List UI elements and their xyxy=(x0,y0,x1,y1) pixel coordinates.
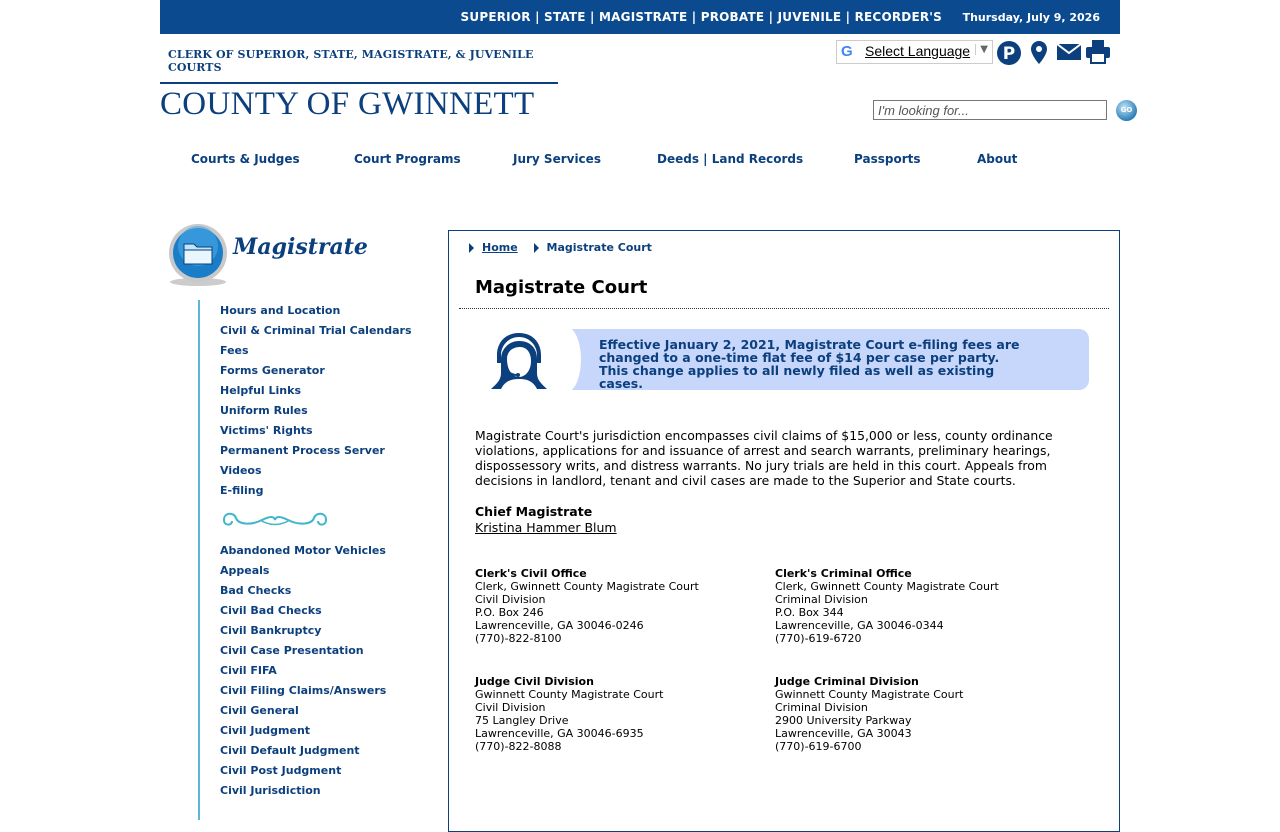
chief-magistrate-label: Chief Magistrate xyxy=(475,504,593,519)
office-judge-criminal xyxy=(775,675,963,753)
sidebar-item-civil-general[interactable]: Civil General xyxy=(220,704,299,717)
court-link-superior[interactable]: SUPERIOR xyxy=(460,10,531,24)
sidebar-item-civil-fifa[interactable]: Civil FIFA xyxy=(220,664,277,677)
office-line: Gwinnett County Magistrate Court xyxy=(775,688,964,701)
office-line: Lawrenceville, GA 30046-6935 xyxy=(475,727,644,740)
nav-deeds-land-records[interactable]: Deeds | Land Records xyxy=(657,152,804,166)
office-line: Criminal Division xyxy=(775,593,868,606)
office-line: Lawrenceville, GA 30043 xyxy=(775,727,912,740)
sidebar-item-forms-generator[interactable]: Forms Generator xyxy=(220,364,325,377)
top-bar xyxy=(160,0,1120,34)
jurisdiction-paragraph: Magistrate Court's jurisdiction encompasses civil claims of $15,000 or less, county ordinance violations, applications for and issuance of arrest and search warrants, preliminary hearings, dispossessory writs, and distress warrants. No jury trials are held in this court. Appeals from decisions in landlord, tenant and civil cases are made to the Superior and State courts. xyxy=(475,428,1053,488)
e-filing-notice xyxy=(563,329,1089,390)
sidebar-item-trial-calendars[interactable]: Civil & Criminal Trial Calendars xyxy=(220,324,412,337)
breadcrumb-home[interactable]: Home xyxy=(482,241,518,254)
sidebar-item-civil-bad-checks[interactable]: Civil Bad Checks xyxy=(220,604,322,617)
office-line: Lawrenceville, GA 30046-0344 xyxy=(775,619,944,632)
breadcrumb-arrow-icon xyxy=(534,243,539,253)
court-links: SUPERIOR | STATE | MAGISTRATE | PROBATE | JUVENILE | RECORDER'S xyxy=(460,10,942,24)
parking-icon[interactable] xyxy=(996,40,1022,66)
sidebar-item-victims-rights[interactable]: Victims' Rights xyxy=(220,424,313,437)
office-line: Clerk, Gwinnett County Magistrate Court xyxy=(475,580,699,593)
page-title: Magistrate Court xyxy=(475,277,648,298)
chief-magistrate-link[interactable]: Kristina Hammer Blum xyxy=(475,520,617,535)
office-title: Clerk's Civil Office xyxy=(475,567,587,580)
location-pin-icon[interactable] xyxy=(1030,40,1048,66)
search-input[interactable]: I'm looking for... xyxy=(873,100,1107,120)
breadcrumb-current: Magistrate Court xyxy=(546,241,652,254)
sidebar-item-civil-default-judgment[interactable]: Civil Default Judgment xyxy=(220,744,360,757)
court-link-juvenile[interactable]: JUVENILE xyxy=(777,10,842,24)
office-line: Criminal Division xyxy=(775,701,868,714)
breadcrumb-arrow-icon xyxy=(469,243,474,253)
sidebar-item-uniform-rules[interactable]: Uniform Rules xyxy=(220,404,308,417)
office-phone: (770)-822-8100 xyxy=(475,632,562,645)
svg-text:P: P xyxy=(1002,44,1016,64)
sidebar-title: Magistrate xyxy=(233,234,368,260)
sidebar-item-videos[interactable]: Videos xyxy=(220,464,262,477)
sidebar-item-process-server[interactable]: Permanent Process Server xyxy=(220,444,385,457)
office-judge-civil xyxy=(475,675,663,753)
office-line: Lawrenceville, GA 30046-0246 xyxy=(475,619,644,632)
sidebar-item-helpful-links[interactable]: Helpful Links xyxy=(220,384,302,397)
sidebar-item-civil-filing-claims[interactable]: Civil Filing Claims/Answers xyxy=(220,684,387,697)
office-title: Judge Civil Division xyxy=(475,675,594,688)
search-go-button[interactable]: GO xyxy=(1116,100,1137,121)
notice-text: Effective January 2, 2021, Magistrate Court e-filing fees are changed to a one-time flat fee of $14 per case per party. This change applies to all newly filed as well as existing cases. xyxy=(599,337,1020,391)
sidebar-item-appeals[interactable]: Appeals xyxy=(220,564,270,577)
support-agent-icon xyxy=(487,329,551,393)
nav-courts-judges[interactable]: Courts & Judges xyxy=(191,152,300,166)
google-icon: G xyxy=(841,43,853,60)
office-title: Clerk's Criminal Office xyxy=(775,567,912,580)
breadcrumb xyxy=(469,241,652,254)
nav-about[interactable]: About xyxy=(977,152,1018,166)
nav-jury-services[interactable]: Jury Services xyxy=(513,152,601,166)
office-clerk-civil xyxy=(475,567,699,645)
sidebar-item-bad-checks[interactable]: Bad Checks xyxy=(220,584,292,597)
office-line: Clerk, Gwinnett County Magistrate Court xyxy=(775,580,999,593)
court-link-probate[interactable]: PROBATE xyxy=(700,10,765,24)
sidebar-item-fees[interactable]: Fees xyxy=(220,344,249,357)
nav-court-programs[interactable]: Court Programs xyxy=(354,152,461,166)
logo-title: COUNTY OF GWINNETT xyxy=(160,86,535,122)
printer-icon[interactable] xyxy=(1086,40,1110,64)
title-divider xyxy=(459,308,1109,309)
current-date: Thursday, July 9, 2026 xyxy=(962,11,1100,24)
sidebar-item-e-filing[interactable]: E-filing xyxy=(220,484,264,497)
nav-passports[interactable]: Passports xyxy=(854,152,921,166)
mail-icon[interactable] xyxy=(1056,43,1082,61)
chief-magistrate xyxy=(475,504,617,535)
language-select-label: Select Language xyxy=(865,43,971,59)
sidebar-item-civil-judgment[interactable]: Civil Judgment xyxy=(220,724,311,737)
logo-subtitle: CLERK OF SUPERIOR, STATE, MAGISTRATE, & JUVENILE COURTS xyxy=(160,48,558,84)
office-line: Civil Division xyxy=(475,593,546,606)
dropdown-arrow-icon: ▼ xyxy=(975,44,988,55)
sidebar-item-civil-bankruptcy[interactable]: Civil Bankruptcy xyxy=(220,624,322,637)
sidebar-nav xyxy=(198,300,430,820)
office-line: 75 Langley Drive xyxy=(475,714,569,727)
sidebar-item-civil-post-judgment[interactable]: Civil Post Judgment xyxy=(220,764,342,777)
language-select[interactable] xyxy=(836,40,993,64)
office-clerk-criminal xyxy=(775,567,999,645)
sidebar-item-civil-jurisdiction[interactable]: Civil Jurisdiction xyxy=(220,784,321,797)
office-line: P.O. Box 246 xyxy=(475,606,544,619)
court-link-state[interactable]: STATE xyxy=(544,10,586,24)
office-phone: (770)-619-6720 xyxy=(775,632,862,645)
office-line: 2900 University Parkway xyxy=(775,714,912,727)
sidebar-item-hours-location[interactable]: Hours and Location xyxy=(220,304,341,317)
site-logo[interactable] xyxy=(160,48,558,123)
sidebar-item-civil-case-presentation[interactable]: Civil Case Presentation xyxy=(220,644,364,657)
folder-globe-icon xyxy=(166,222,230,288)
court-link-magistrate[interactable]: MAGISTRATE xyxy=(599,10,688,24)
sidebar-item-abandoned-vehicles[interactable]: Abandoned Motor Vehicles xyxy=(220,544,386,557)
office-line: P.O. Box 344 xyxy=(775,606,844,619)
office-title: Judge Criminal Division xyxy=(775,675,919,688)
office-line: Civil Division xyxy=(475,701,546,714)
office-line: Gwinnett County Magistrate Court xyxy=(475,688,664,701)
office-phone: (770)-822-8088 xyxy=(475,740,562,753)
main-content xyxy=(448,230,1120,832)
office-phone: (770)-619-6700 xyxy=(775,740,862,753)
divider-swirl-icon xyxy=(220,508,330,532)
court-link-recorders[interactable]: RECORDER'S xyxy=(854,10,942,24)
